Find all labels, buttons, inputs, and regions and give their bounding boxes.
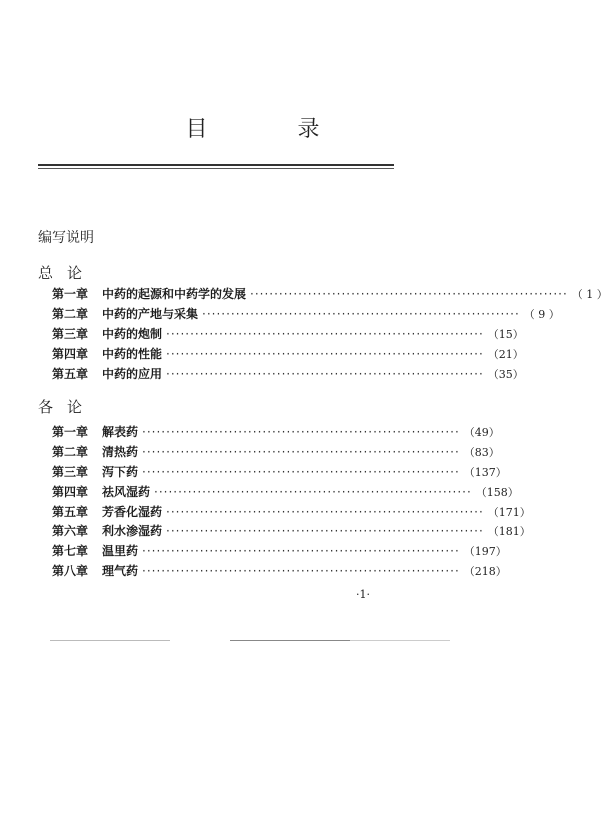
dot-leader: ··································································: [154, 484, 472, 499]
toc-chapter-label: 第三章: [52, 326, 89, 341]
toc-entry[interactable]: [52, 365, 524, 385]
toc-chapter-label: 第五章: [52, 504, 89, 519]
toc-entry-title: 中药的起源和中药学的发展: [102, 287, 247, 301]
toc-page-ref: （218）: [463, 565, 507, 579]
title-divider: [38, 164, 394, 166]
toc-list-specific: [52, 423, 531, 582]
toc-page-ref: （ 1 ）: [571, 288, 608, 301]
toc-chapter-label: 第七章: [52, 544, 89, 559]
toc-page-ref: （181）: [487, 525, 531, 539]
toc-entry-title: 理气药: [102, 564, 139, 579]
toc-chapter-label: 第五章: [52, 366, 89, 381]
toc-entry-title: 温里药: [102, 544, 139, 559]
toc-chapter-label: 第二章: [52, 306, 89, 321]
toc-entry[interactable]: [52, 503, 531, 523]
toc-page-ref: （83）: [463, 445, 500, 459]
toc-chapter-label: 第一章: [52, 425, 89, 439]
toc-entry-title: 中药的应用: [102, 366, 163, 381]
page-title: 目 录: [185, 117, 354, 142]
dot-leader: ··································································: [250, 287, 568, 301]
toc-entry[interactable]: [52, 345, 524, 365]
dot-leader: ··································································: [142, 444, 460, 459]
toc-page-ref: （197）: [463, 545, 507, 559]
toc-page-ref: （ 9 ）: [523, 307, 560, 321]
toc-chapter-label: 第四章: [52, 346, 89, 361]
toc-chapter-label: 第二章: [52, 444, 89, 459]
toc-entry-title: 中药的性能: [102, 346, 163, 361]
toc-entry[interactable]: [52, 562, 507, 582]
toc-entry[interactable]: [52, 522, 531, 542]
toc-entry-title: 泻下药: [102, 464, 139, 479]
toc-entry[interactable]: [52, 285, 608, 305]
dot-leader: ··································································: [166, 504, 484, 519]
toc-chapter-label: 第一章: [52, 287, 89, 301]
dot-leader: ··································································: [142, 464, 460, 479]
dot-leader: ··································································: [142, 564, 460, 579]
dot-leader: ··································································: [166, 524, 484, 539]
toc-entry-title: 祛风湿药: [102, 484, 151, 499]
toc-chapter-label: 第三章: [52, 464, 89, 479]
toc-page-ref: （158）: [475, 485, 519, 499]
toc-chapter-label: 第六章: [52, 524, 89, 539]
dot-leader: ··································································: [142, 425, 460, 439]
toc-list-general: [52, 285, 608, 384]
dot-leader: ··································································: [142, 544, 460, 559]
toc-entry[interactable]: [52, 423, 500, 443]
dot-leader: ··································································: [166, 366, 484, 381]
toc-entry-title: 中药的产地与采集: [102, 306, 199, 321]
toc-entry[interactable]: [52, 443, 500, 463]
toc-page-ref: （49）: [463, 426, 500, 439]
toc-entry[interactable]: [52, 542, 507, 562]
toc-entry-title: 中药的炮制: [102, 326, 163, 341]
toc-entry[interactable]: [52, 325, 524, 345]
page-number: ·1·: [356, 588, 370, 601]
toc-chapter-label: 第四章: [52, 484, 89, 499]
toc-entry[interactable]: [52, 305, 560, 325]
toc-entry-title: 解表药: [102, 425, 139, 439]
preface-heading: 编写说明: [38, 230, 94, 246]
toc-page-ref: （171）: [487, 505, 531, 519]
toc-page-ref: （137）: [463, 465, 507, 479]
toc-page-ref: （15）: [487, 327, 524, 341]
toc-page-ref: （35）: [487, 367, 524, 381]
bottom-divider: [50, 640, 450, 641]
dot-leader: ··································································: [166, 326, 484, 341]
toc-entry[interactable]: [52, 463, 507, 483]
toc-entry-title: 利水渗湿药: [102, 524, 163, 539]
toc-entry[interactable]: [52, 483, 519, 503]
toc-entry-title: 清热药: [102, 444, 139, 459]
toc-entry-title: 芳香化湿药: [102, 504, 163, 519]
title-divider-thin: [38, 168, 394, 169]
dot-leader: ··································································: [202, 306, 520, 321]
toc-page-ref: （21）: [487, 347, 524, 361]
section-heading-general: 总论: [38, 264, 97, 282]
toc-chapter-label: 第八章: [52, 564, 89, 579]
section-heading-specific: 各论: [38, 398, 97, 416]
dot-leader: ··································································: [166, 346, 484, 361]
